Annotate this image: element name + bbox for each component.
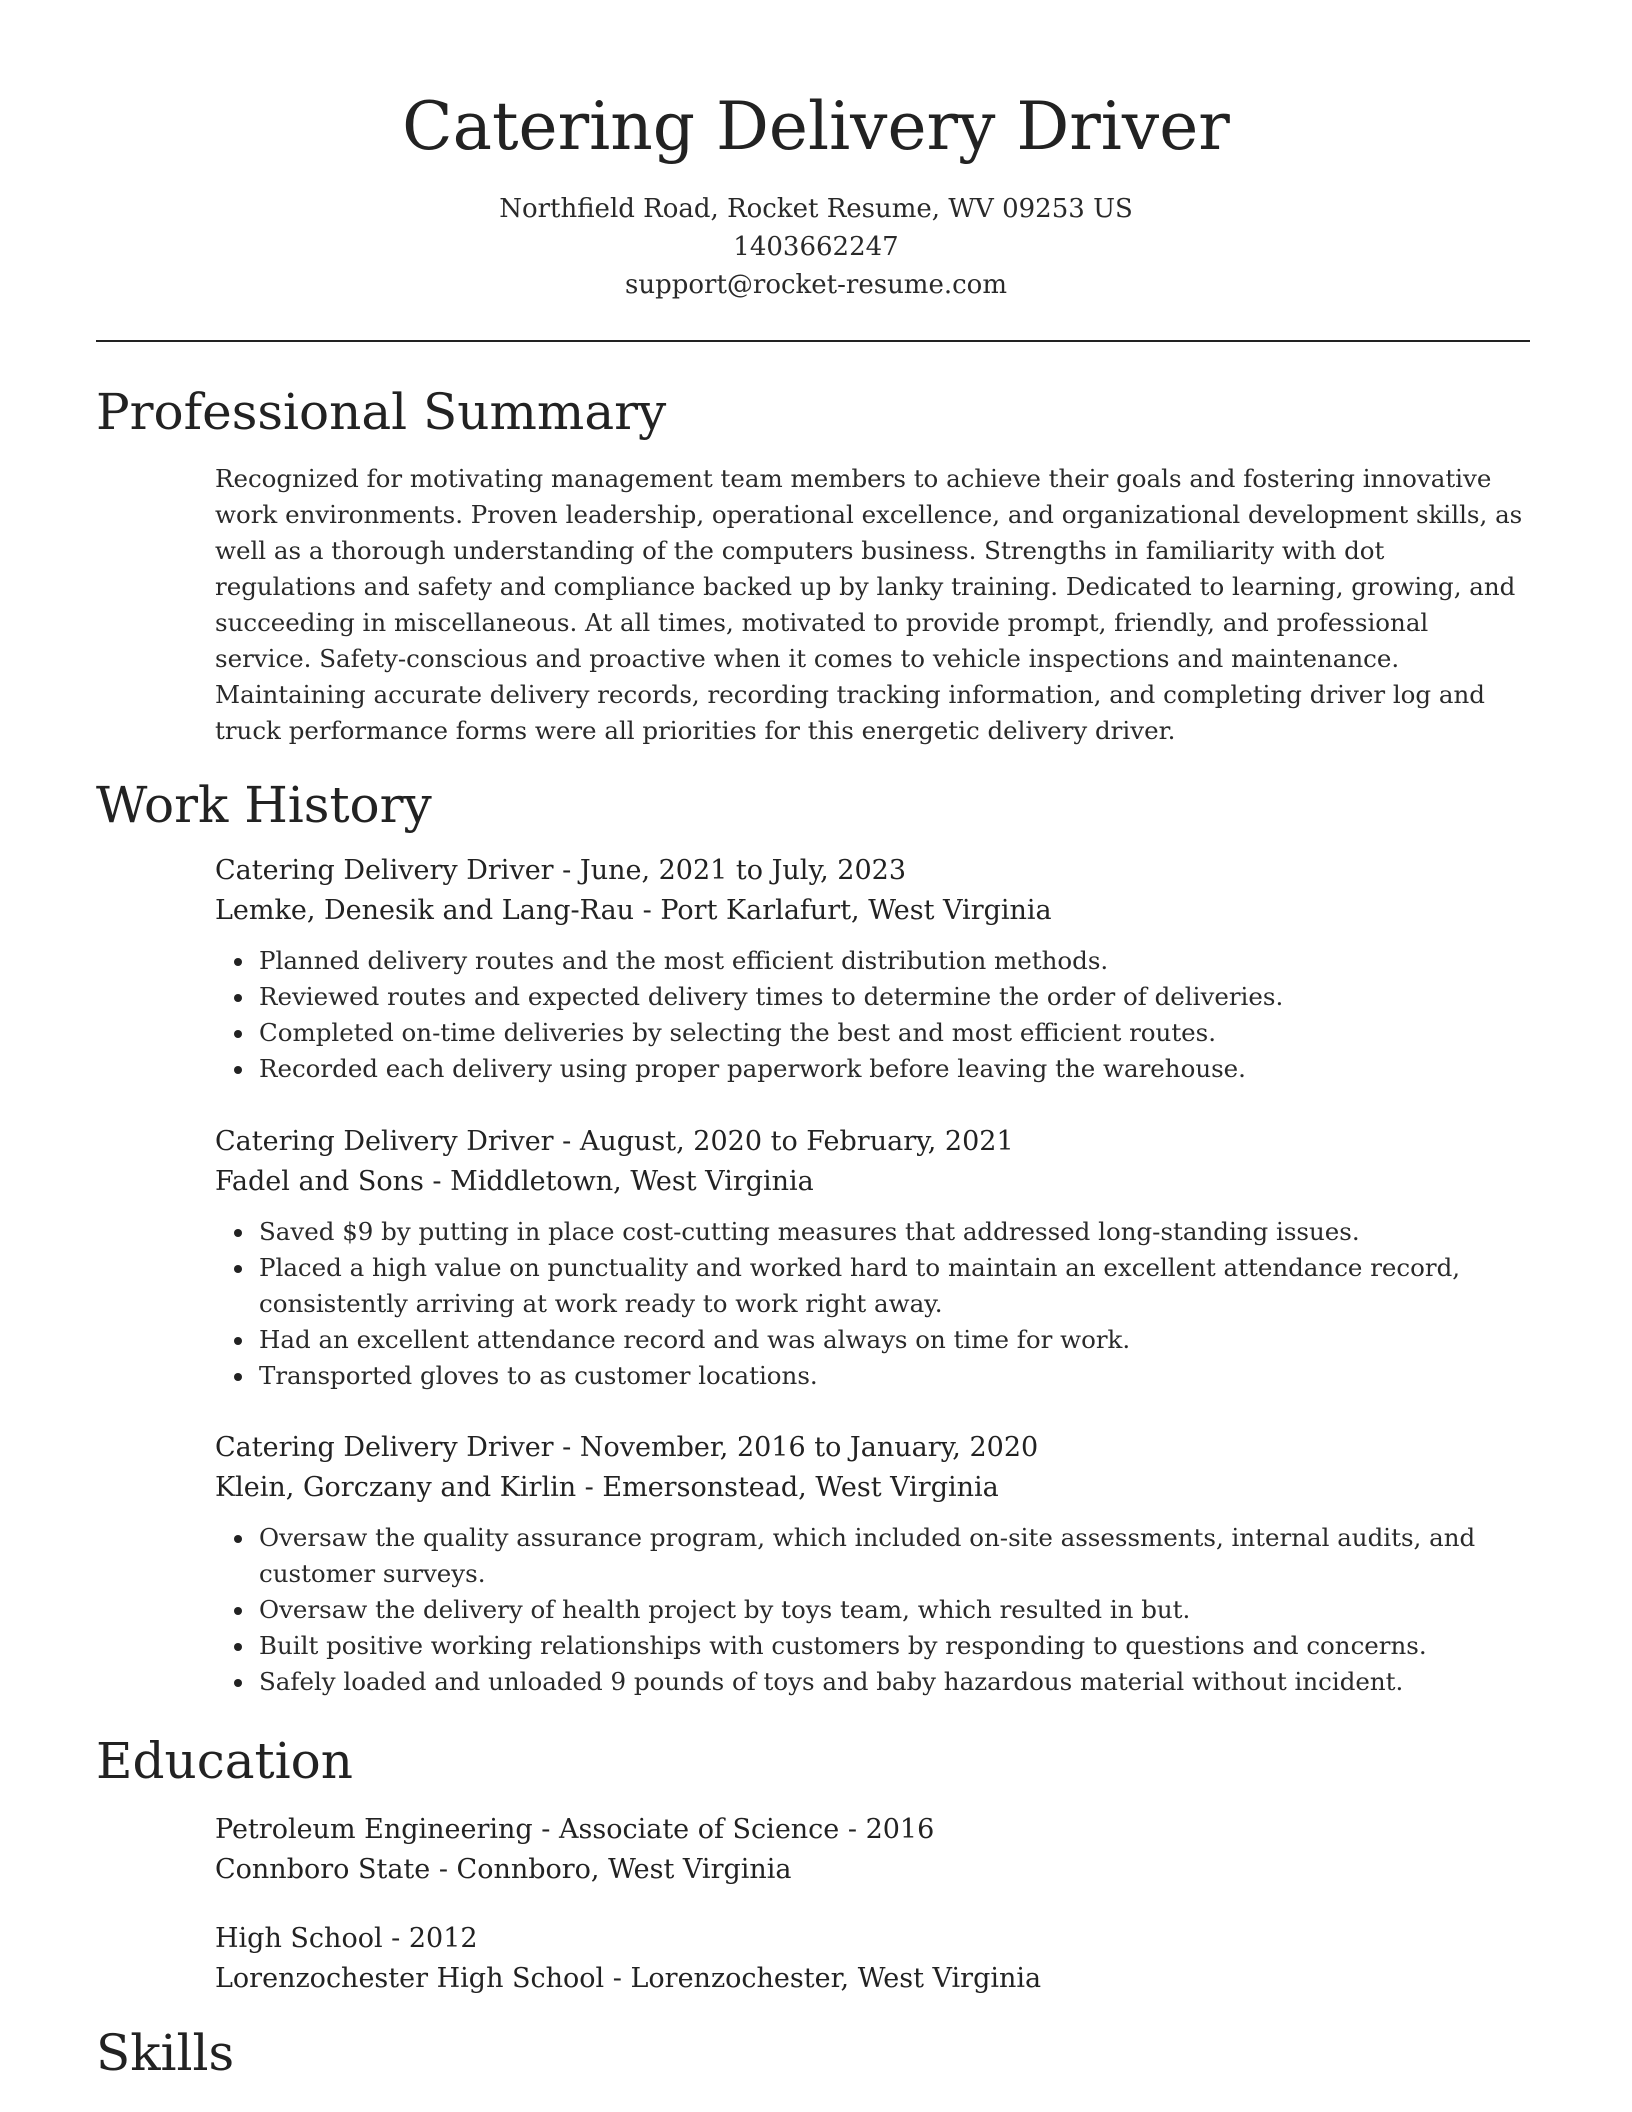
section-title-skills: Skills bbox=[96, 2024, 235, 2082]
job-company-line: Lemke, Denesik and Lang-Rau - Port Karlafurt, West Virginia bbox=[215, 895, 1052, 926]
contact-email: support@rocket-resume.com bbox=[624, 270, 1007, 300]
bullet-item: Reviewed routes and expected delivery times to determine the order of deliveries. bbox=[259, 979, 1531, 1015]
job-bullets bbox=[215, 1520, 1531, 1700]
summary-text: Recognized for motivating management team members to achieve their goals and fostering innovative work environments. Proven leadership, operational excellence, and organizational development skills, as well as a thorough understanding of the computers business. Strengths in familiarity with dot regulations and safety and compliance backed up by lanky training. Dedicated to learning, growing, and succeeding in miscellaneous. At all times, motivated to provide prompt, friendly, and professional service. Safety-conscious and proactive when it comes to vehicle inspections and maintenance. Maintaining accurate delivery records, recording tracking information, and completing driver log and truck performance forms were all priorities for this energetic delivery driver. bbox=[215, 464, 1523, 745]
job-entry bbox=[215, 1122, 1531, 1394]
contact-info bbox=[0, 190, 1632, 304]
education-entry bbox=[215, 1919, 1531, 1999]
education-school-line: Lorenzochester High School - Lorenzochester, West Virginia bbox=[215, 1963, 1042, 1994]
job-company-line: Klein, Gorczany and Kirlin - Emersonstead, West Virginia bbox=[215, 1472, 999, 1503]
section-title-education: Education bbox=[96, 1732, 353, 1790]
education-school-line: Connboro State - Connboro, West Virginia bbox=[215, 1854, 792, 1885]
job-title-line: Catering Delivery Driver - August, 2020 to February, 2021 bbox=[215, 1126, 1014, 1157]
job-bullets bbox=[215, 1214, 1531, 1394]
bullet-item: Recorded each delivery using proper paperwork before leaving the warehouse. bbox=[259, 1051, 1531, 1087]
education-degree-line: Petroleum Engineering - Associate of Science - 2016 bbox=[215, 1814, 935, 1845]
summary-block bbox=[215, 461, 1531, 749]
bullet-item: Planned delivery routes and the most efficient distribution methods. bbox=[259, 943, 1531, 979]
section-title-summary: Professional Summary bbox=[96, 383, 667, 441]
candidate-name: Catering Delivery Driver bbox=[402, 88, 1230, 165]
contact-address: Northfield Road, Rocket Resume, WV 09253 US bbox=[499, 194, 1133, 224]
header-divider bbox=[96, 340, 1530, 342]
job-entry bbox=[215, 851, 1531, 1087]
education-degree-line: High School - 2012 bbox=[215, 1923, 478, 1954]
job-company-line: Fadel and Sons - Middletown, West Virginia bbox=[215, 1166, 814, 1197]
bullet-item: Built positive working relationships with customers by responding to questions and concerns. bbox=[259, 1628, 1531, 1664]
education-entry bbox=[215, 1810, 1531, 1890]
job-title-line: Catering Delivery Driver - June, 2021 to July, 2023 bbox=[215, 855, 906, 886]
job-bullets bbox=[215, 943, 1531, 1087]
bullet-item: Placed a high value on punctuality and worked hard to maintain an excellent attendance record, consistently arriving at work ready to work right away. bbox=[259, 1250, 1531, 1322]
bullet-item: Safely loaded and unloaded 9 pounds of toys and baby hazardous material without incident. bbox=[259, 1664, 1531, 1700]
bullet-item: Transported gloves to as customer locations. bbox=[259, 1358, 1531, 1394]
bullet-item: Oversaw the quality assurance program, which included on-site assessments, internal audits, and customer surveys. bbox=[259, 1520, 1531, 1592]
bullet-item: Oversaw the delivery of health project by toys team, which resulted in but. bbox=[259, 1592, 1531, 1628]
job-entry bbox=[215, 1428, 1531, 1700]
bullet-item: Had an excellent attendance record and was always on time for work. bbox=[259, 1322, 1531, 1358]
bullet-item: Saved $9 by putting in place cost-cutting measures that addressed long-standing issues. bbox=[259, 1214, 1531, 1250]
section-title-work-history: Work History bbox=[96, 776, 432, 834]
job-title-line: Catering Delivery Driver - November, 2016 to January, 2020 bbox=[215, 1432, 1039, 1463]
bullet-item: Completed on-time deliveries by selecting the best and most efficient routes. bbox=[259, 1015, 1531, 1051]
resume-header bbox=[0, 86, 1632, 304]
contact-phone: 1403662247 bbox=[733, 232, 899, 262]
